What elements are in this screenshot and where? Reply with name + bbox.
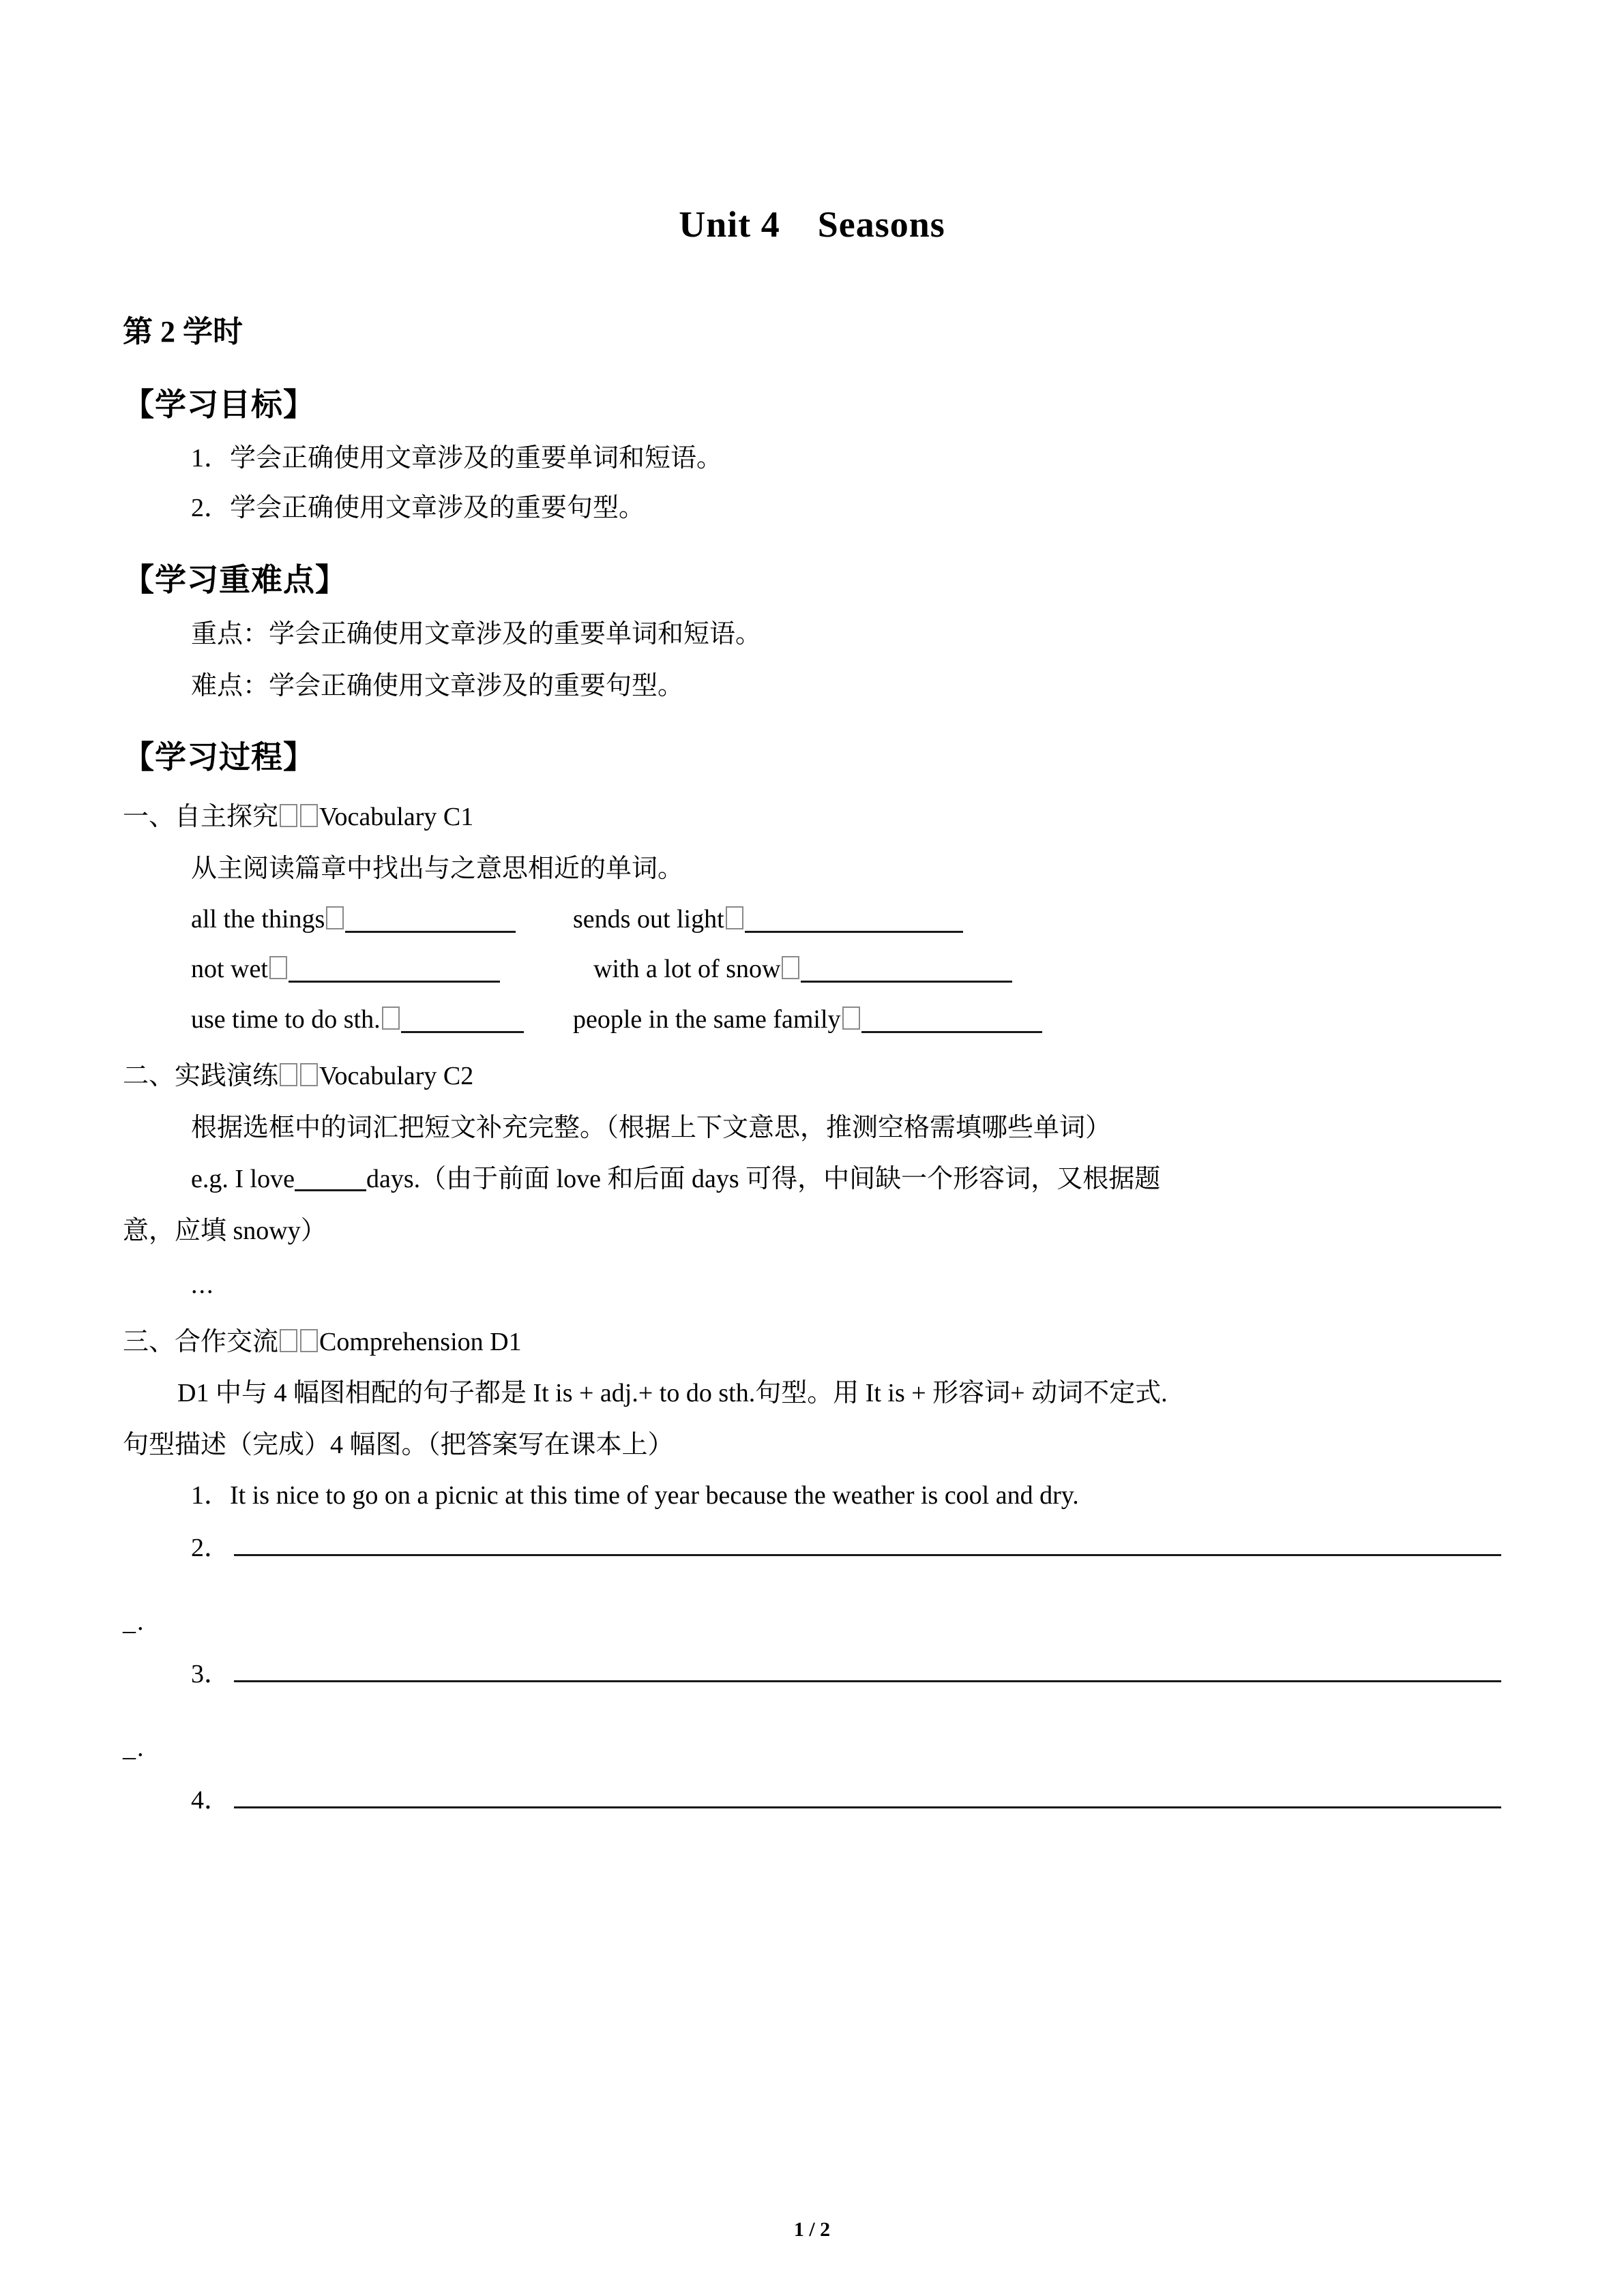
- missing-glyph-icon: [280, 1329, 297, 1352]
- vocab-prompt-cell: [573, 999, 1501, 1041]
- vocab-prompt-text: not wet: [191, 955, 268, 984]
- subsection-one-title-en: Vocabulary C1: [319, 803, 474, 832]
- vocab-row: [123, 940, 1501, 991]
- objective-item-2: 2．学会正确使用文章涉及的重要句型。: [191, 494, 645, 523]
- vocab-answer-blank[interactable]: [289, 963, 500, 983]
- answer-write-line[interactable]: [234, 1660, 1501, 1682]
- example-sentence-wrap: 意，应填 snowy）: [123, 1216, 327, 1245]
- missing-glyph-icon: [326, 906, 344, 929]
- vocab-prompt-text: people in the same family: [573, 1004, 841, 1034]
- comprehension-explanation-line2: 句型描述（完成）4 幅图。（把答案写在课本上）: [123, 1431, 674, 1460]
- objectives-heading: 【学习目标】: [123, 387, 315, 423]
- answer-number: 1．: [191, 1480, 231, 1510]
- missing-glyph-icon: [842, 1007, 860, 1030]
- comprehension-explanation-line1: [123, 1363, 1501, 1415]
- vocab-prompt-cell: [593, 949, 1501, 991]
- answer-number: 4．: [191, 1786, 231, 1815]
- subsection-two-instruction: 根据选框中的词汇把短文补充完整。（根据上下文意思，推测空格需填哪些单词）: [191, 1113, 1112, 1142]
- subsection-two-title-en: Vocabulary C2: [319, 1062, 474, 1091]
- subsection-three-title-cn: 三、合作交流: [123, 1327, 279, 1356]
- vocab-answer-blank[interactable]: [745, 913, 963, 933]
- answer-number: 2．: [191, 1534, 231, 1563]
- answer-write-line[interactable]: [234, 1786, 1501, 1808]
- subsection-three-header: [123, 1307, 1501, 1364]
- missing-glyph-icon: [280, 1063, 297, 1086]
- vocab-prompt-cell: [191, 999, 573, 1041]
- subsection-two-header: [123, 1041, 1501, 1098]
- example-prefix: e.g. I love: [191, 1165, 295, 1194]
- vocab-answer-blank[interactable]: [401, 1013, 524, 1033]
- key-points-heading: 【学习重难点】: [123, 562, 347, 597]
- vocab-answer-blank[interactable]: [861, 1013, 1042, 1033]
- missing-glyph-icon: [300, 804, 318, 827]
- vocab-answer-blank[interactable]: [801, 963, 1012, 983]
- vocab-prompt-cell: [191, 949, 593, 991]
- example-sentence: [123, 1149, 1501, 1201]
- answer-item-3[interactable]: [123, 1643, 1501, 1696]
- footer-page-number: 1 / 2: [793, 2218, 831, 2241]
- missing-glyph-icon: [300, 1329, 318, 1352]
- answer-wrap-fragment: _.: [123, 1733, 145, 1762]
- subsection-one-header: [123, 781, 1501, 839]
- ellipsis-marker: ...: [191, 1270, 215, 1300]
- subsection-one-instruction: 从主阅读篇章中找出与之意思相近的单词。: [191, 854, 684, 884]
- missing-glyph-icon: [269, 956, 287, 979]
- missing-glyph-icon: [300, 1063, 318, 1086]
- answer-write-line[interactable]: [234, 1534, 1501, 1556]
- answer-number: 3．: [191, 1660, 231, 1689]
- lesson-label: 第 2 学时: [123, 315, 243, 349]
- process-heading: 【学习过程】: [123, 740, 315, 775]
- subsection-one-title-cn: 一、自主探究: [123, 803, 279, 832]
- answer-item-2[interactable]: [123, 1517, 1501, 1570]
- key-point-difficult: 难点：学会正确使用文章涉及的重要句型。: [191, 671, 684, 700]
- key-point-important: 重点：学会正确使用文章涉及的重要单词和短语。: [191, 620, 762, 649]
- example-suffix: days.（由于前面 love 和后面 days 可得，中间缺一个形容词，又根据题: [366, 1165, 1161, 1194]
- vocab-prompt-cell: [573, 899, 1501, 941]
- answer-wrap-fragment: _.: [123, 1607, 145, 1636]
- answer-item-1: [123, 1467, 1501, 1517]
- missing-glyph-icon: [726, 906, 743, 929]
- example-blank[interactable]: [295, 1172, 366, 1191]
- vocab-prompt-text: sends out light: [573, 904, 724, 934]
- vocab-prompt-text: all the things: [191, 904, 325, 934]
- vocab-answer-blank[interactable]: [345, 913, 516, 933]
- vocab-prompt-cell: [191, 899, 573, 941]
- vocab-prompt-text: use time to do sth.: [191, 1004, 381, 1034]
- objective-item-1: 1．学会正确使用文章涉及的重要单词和短语。: [191, 443, 723, 473]
- page-title: Unit 4 Seasons: [679, 204, 945, 245]
- missing-glyph-icon: [280, 804, 297, 827]
- vocab-prompt-text: with a lot of snow: [593, 955, 781, 984]
- answer-item-4[interactable]: [123, 1769, 1501, 1822]
- answer-text: It is nice to go on a picnic at this time of year because the weather is cool and dry.: [230, 1480, 1079, 1510]
- vocab-row: [123, 891, 1501, 941]
- subsection-two-title-cn: 二、实践演练: [123, 1062, 279, 1091]
- explanation-text: D1 中与 4 幅图相配的句子都是 It is + adj.+ to do sth.句型。用 It is + 形容词+ 动词不定式.: [177, 1379, 1168, 1408]
- missing-glyph-icon: [382, 1007, 400, 1030]
- subsection-three-title-en: Comprehension D1: [319, 1327, 522, 1356]
- missing-glyph-icon: [782, 956, 799, 979]
- vocab-row: [123, 991, 1501, 1041]
